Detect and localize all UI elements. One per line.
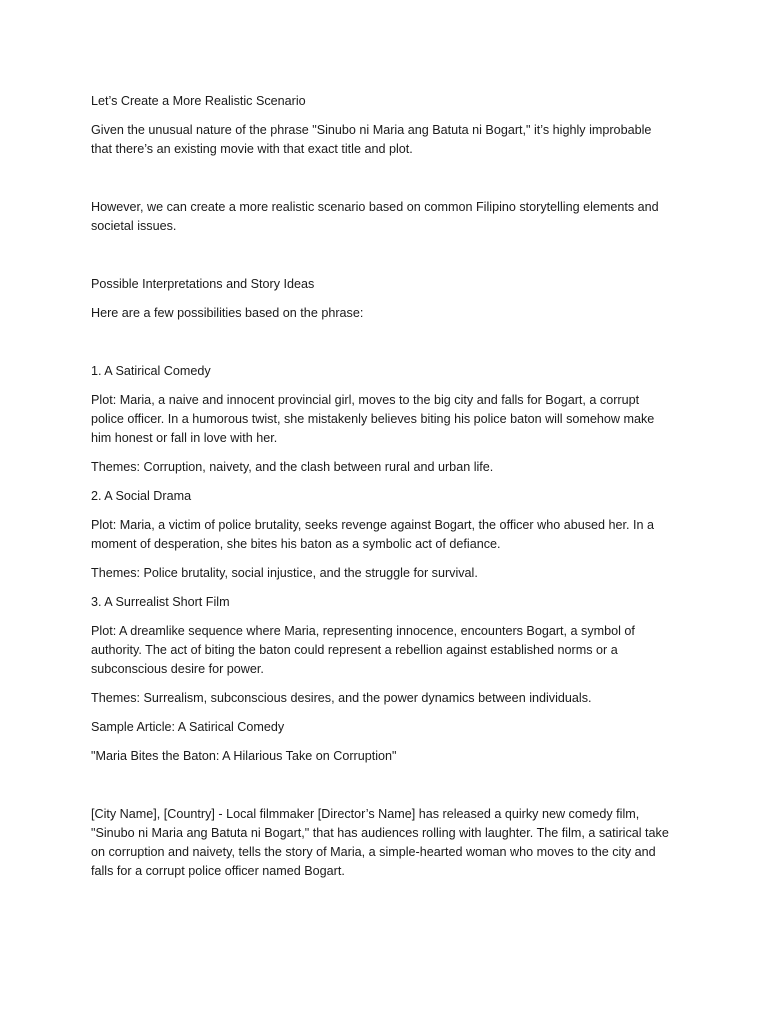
heading-interpretations: Possible Interpretations and Story Ideas: [91, 277, 315, 291]
idea-1-plot-line-3: him honest or fall in love with her.: [91, 431, 278, 445]
idea-1-plot-line-2: police officer. In a humorous twist, she mistakenly believes biting his police baton will somehow make: [91, 412, 655, 426]
article-body-line-3: on corruption and naivety, tells the story of Maria, a simple-hearted woman who moves to the city and: [91, 845, 656, 859]
idea-1-themes: Themes: Corruption, naivety, and the clash between rural and urban life.: [91, 460, 494, 474]
intro-paragraph-2-line-2: societal issues.: [91, 219, 177, 233]
article-body-line-2: "Sinubo ni Maria ang Batuta ni Bogart," that has audiences rolling with laughter. The film, a satirical take: [91, 826, 669, 840]
idea-3-plot-line-2: authority. The act of biting the baton could represent a rebellion against established norms or a: [91, 643, 618, 657]
article-body-line-1: [City Name], [Country] - Local filmmaker [Director’s Name] has released a quirky new comedy film,: [91, 807, 640, 821]
idea-2-plot-line-1: Plot: Maria, a victim of police brutality, seeks revenge against Bogart, the officer who abused her. In a: [91, 518, 655, 532]
idea-3-themes: Themes: Surrealism, subconscious desires, and the power dynamics between individuals.: [91, 691, 592, 705]
sample-article-heading: Sample Article: A Satirical Comedy: [91, 720, 285, 734]
idea-1-title: 1. A Satirical Comedy: [91, 364, 211, 378]
article-body-line-4: falls for a corrupt police officer named Bogart.: [91, 864, 345, 878]
intro-paragraph-1-line-1: Given the unusual nature of the phrase "Sinubo ni Maria ang Batuta ni Bogart," it’s highly improbable: [91, 123, 652, 137]
idea-2-plot-line-2: moment of desperation, she bites his baton as a symbolic act of defiance.: [91, 537, 501, 551]
intro-paragraph-2-line-1: However, we can create a more realistic scenario based on common Filipino storytelling elements and: [91, 200, 659, 214]
idea-1-plot-line-1: Plot: Maria, a naive and innocent provincial girl, moves to the big city and falls for Bogart, a corrupt: [91, 393, 640, 407]
possibilities-intro: Here are a few possibilities based on the phrase:: [91, 306, 364, 320]
heading-scenario: Let’s Create a More Realistic Scenario: [91, 94, 306, 108]
idea-3-title: 3. A Surrealist Short Film: [91, 595, 230, 609]
idea-2-title: 2. A Social Drama: [91, 489, 192, 503]
article-title: "Maria Bites the Baton: A Hilarious Take on Corruption": [91, 749, 397, 763]
intro-paragraph-1-line-2: that there’s an existing movie with that exact title and plot.: [91, 142, 413, 156]
idea-3-plot-line-1: Plot: A dreamlike sequence where Maria, representing innocence, encounters Bogart, a symbol of: [91, 624, 635, 638]
idea-2-themes: Themes: Police brutality, social injustice, and the struggle for survival.: [91, 566, 478, 580]
idea-3-plot-line-3: subconscious desire for power.: [91, 662, 264, 676]
